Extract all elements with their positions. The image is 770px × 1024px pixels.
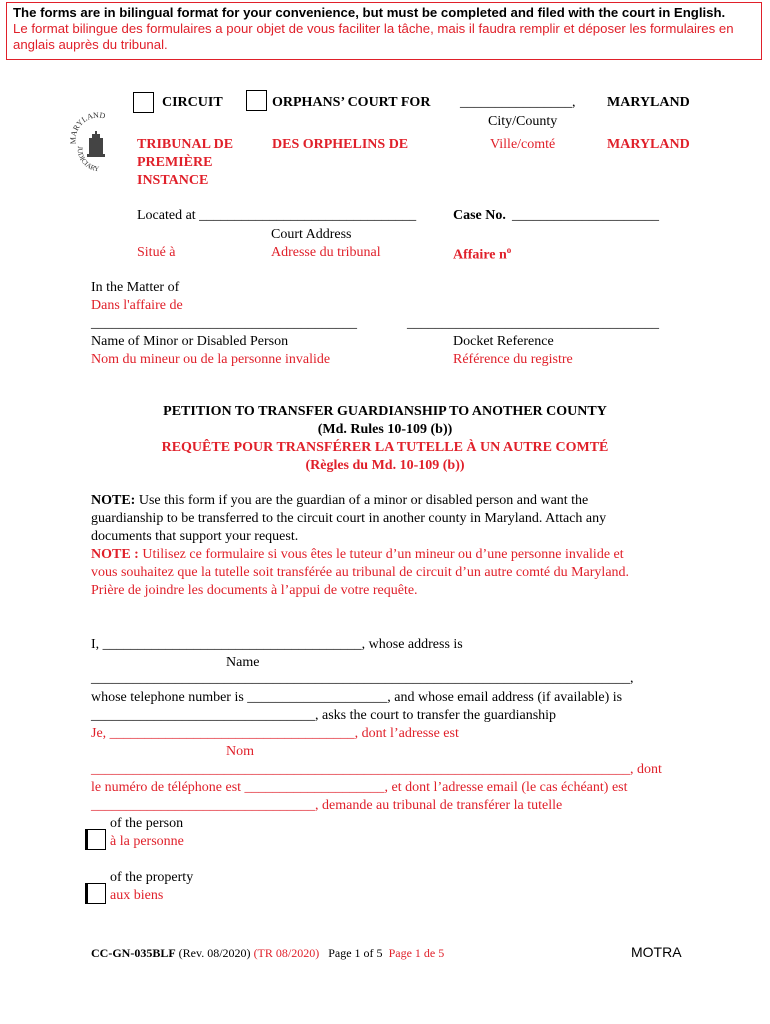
title-french: REQUÊTE POUR TRANSFÉRER LA TUTELLE À UN AUTRE COMTÉ: [161, 440, 609, 455]
notice-french: Le format bilingue des formulaires a pour objet de vous faciliter la tâche, mais il faudra remplir et déposer les formulaires en anglais auprès du tribunal.: [13, 21, 734, 52]
property-label: of the property: [110, 870, 194, 885]
page-number-fr: Page 1 de 5: [388, 946, 445, 960]
affaire-text: Affaire n: [453, 247, 507, 263]
court-address-caption: Court Address: [271, 227, 352, 242]
property-checkbox[interactable]: [85, 883, 106, 904]
fr-telephone-email-field[interactable]: le numéro de téléphone est ____________________, et dont l’adresse email (le cas échéant) est: [91, 780, 628, 795]
minor-name-caption-fr: Nom du mineur ou de la personne invalide: [91, 352, 331, 367]
note-english-line3: documents that support your request.: [91, 529, 299, 544]
bilingual-notice: [6, 2, 762, 60]
note-fr-text1: Utilisez ce formulaire si vous êtes le tuteur d’un mineur ou d’une personne invalide et: [138, 547, 624, 562]
city-county-caption: City/County: [488, 114, 558, 129]
person-checkbox[interactable]: [85, 829, 106, 850]
form-tr: (TR 08/2020): [253, 946, 320, 960]
name-caption: Name: [226, 655, 260, 670]
page-number-en: Page 1 of 5: [328, 946, 383, 960]
minor-name-caption: Name of Minor or Disabled Person: [91, 334, 289, 349]
telephone-email-field[interactable]: whose telephone number is ____________________, and whose email address (if available) is: [91, 690, 623, 705]
docket-reference-blank[interactable]: ____________________________________: [407, 316, 659, 331]
note-fr-label: NOTE :: [91, 547, 139, 562]
form-rev: (Rev. 08/2020): [175, 946, 254, 960]
ville-comte-caption: Ville/comté: [490, 137, 556, 152]
circuit-label: CIRCUIT: [162, 95, 223, 110]
maryland-fr-label: MARYLAND: [607, 137, 690, 152]
note-en-text1: Use this form if you are the guardian of a minor or disabled person and want the: [135, 493, 589, 508]
dans-affaire-label: Dans l'affaire de: [91, 298, 183, 313]
address-field[interactable]: _____________________________________________________________________________,: [91, 671, 634, 686]
footer-form-info: [91, 946, 444, 961]
property-label-fr: aux biens: [110, 888, 164, 903]
fr-email-continue-field[interactable]: ________________________________, demande au tribunal de transférer la tutelle: [91, 798, 563, 813]
seal-top-text: MARYLAND: [68, 110, 107, 145]
affaire-label: [453, 245, 511, 264]
title-english-rule: (Md. Rules 10-109 (b)): [317, 422, 453, 437]
orphans-court-label: ORPHANS’ COURT FOR: [272, 95, 431, 110]
note-french-line3: Prière de joindre les documents à l’appui de votre requête.: [91, 583, 418, 598]
tribunal-line3: INSTANCE: [137, 173, 209, 188]
situe-label: Situé à: [137, 245, 176, 260]
maryland-label: MARYLAND: [607, 95, 690, 110]
maryland-judiciary-seal: [68, 106, 128, 176]
email-continue-field[interactable]: ________________________________, asks the court to transfer the guardianship: [91, 708, 557, 723]
notice-english: The forms are in bilingual format for your convenience, but must be completed and filed with the court in English.: [13, 5, 726, 20]
case-no-blank[interactable]: _____________________: [512, 208, 659, 223]
person-label: of the person: [110, 816, 184, 831]
tribunal-line1: TRIBUNAL DE: [137, 137, 234, 152]
tribunal-line2: PREMIÈRE: [137, 155, 213, 170]
des-orphelins-label: DES ORPHELINS DE: [272, 137, 409, 152]
docket-reference-caption-fr: Référence du registre: [453, 352, 573, 367]
city-county-blank[interactable]: ________________,: [460, 95, 576, 110]
seal-bottom-text: JUDICIARY: [75, 145, 100, 174]
minor-name-blank[interactable]: ______________________________________: [91, 316, 357, 331]
note-english-line1: [91, 493, 588, 509]
affaire-sup: o: [506, 245, 512, 255]
note-english-line2: guardianship to be transferred to the circuit court in another county in Maryland. Attach any: [91, 511, 607, 526]
note-french-line2: vous souhaitez que la tutelle soit transférée au tribunal de circuit d’un autre comté du Maryland.: [91, 565, 630, 580]
person-label-fr: à la personne: [110, 834, 184, 849]
form-code: MOTRA: [631, 944, 682, 960]
located-at-field[interactable]: Located at _______________________________: [137, 208, 417, 223]
in-the-matter-label: In the Matter of: [91, 280, 180, 295]
petitioner-name-field[interactable]: I, _____________________________________, whose address is: [91, 637, 463, 652]
form-id: CC-GN-035BLF: [91, 946, 176, 960]
orphans-court-checkbox[interactable]: [246, 90, 267, 111]
circuit-checkbox[interactable]: [133, 92, 154, 113]
note-en-label: NOTE:: [91, 493, 136, 508]
adresse-tribunal-caption: Adresse du tribunal: [271, 245, 381, 260]
title-french-rule: (Règles du Md. 10-109 (b)): [305, 458, 465, 473]
docket-reference-caption: Docket Reference: [453, 334, 554, 349]
nom-caption: Nom: [226, 744, 254, 759]
title-english: PETITION TO TRANSFER GUARDIANSHIP TO ANOTHER COUNTY: [163, 404, 607, 419]
fr-address-field[interactable]: _____________________________________________________________________________, dont: [91, 762, 662, 777]
case-no-label: Case No.: [453, 208, 506, 223]
fr-petitioner-name-field[interactable]: Je, ___________________________________, dont l’adresse est: [91, 726, 459, 741]
note-french-line1: [91, 547, 624, 563]
